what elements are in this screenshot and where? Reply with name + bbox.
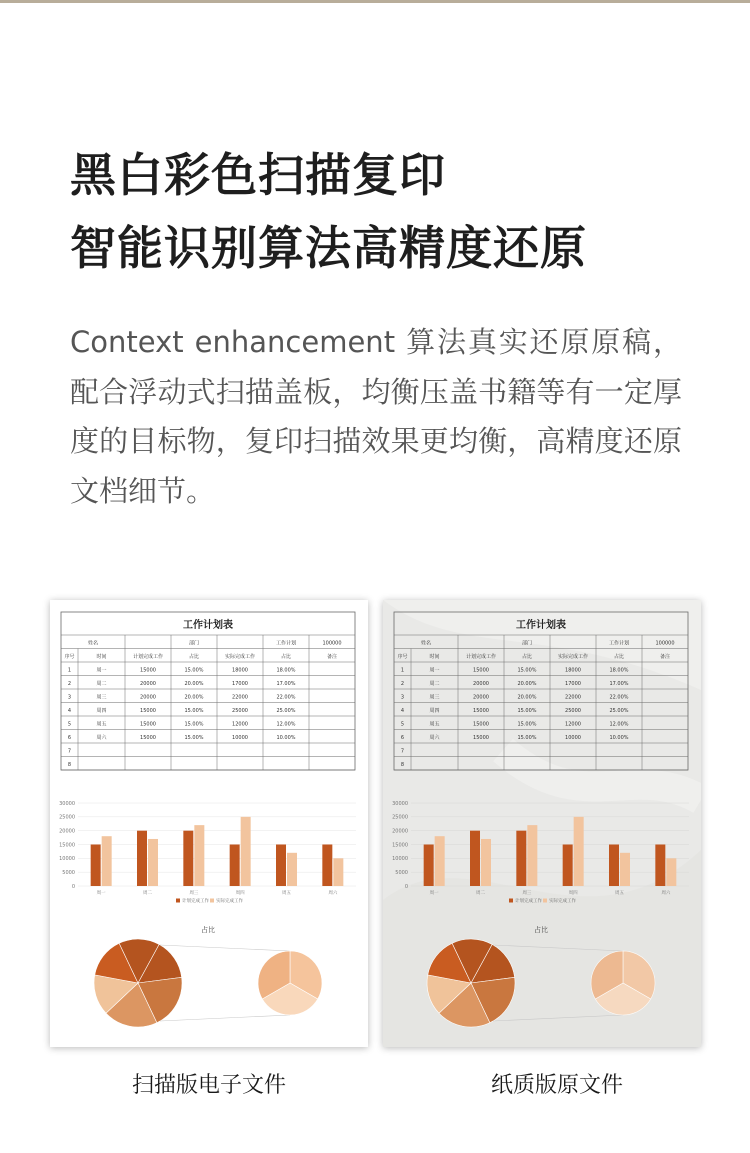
table-cell: 周二	[96, 681, 107, 687]
bar-planned	[424, 845, 434, 887]
pie-connector	[160, 1015, 290, 1021]
scan-sample	[50, 600, 368, 1047]
table-info-cell: 姓名	[87, 640, 99, 647]
table-cell: 10000	[565, 735, 581, 741]
table-cell: 10.00%	[276, 735, 296, 741]
chart-ytick-label: 20000	[392, 828, 408, 835]
bar-planned	[91, 845, 101, 887]
table-cell: 25.00%	[276, 708, 296, 714]
table-cell: 20.00%	[184, 694, 204, 701]
table-cell: 17.00%	[609, 681, 629, 687]
bar-planned	[655, 845, 665, 887]
chart-xtick-label: 周五	[282, 891, 291, 896]
table-cell: 15.00%	[517, 708, 537, 714]
table-cell: 4	[67, 708, 72, 714]
table-cell: 4	[400, 708, 405, 714]
table-cell: 1	[67, 667, 72, 674]
chart-xtick-label: 周五	[615, 891, 624, 896]
table-cell: 18.00%	[276, 667, 296, 674]
paper-sample-caption: 纸质版原文件	[490, 1073, 623, 1098]
bar-actual	[620, 853, 630, 886]
table-cell: 22.00%	[609, 694, 629, 701]
legend-swatch-actual	[210, 899, 214, 903]
table-cell: 22000	[232, 694, 248, 701]
chart-ytick-label: 20000	[59, 828, 75, 835]
table-cell: 周四	[96, 708, 107, 714]
bar-actual	[194, 825, 204, 886]
table-header-cell: 计划完成工作	[465, 654, 497, 660]
chart-xtick-label: 周六	[328, 891, 338, 896]
table-cell: 15.00%	[184, 735, 204, 741]
table-info-cell: 100000	[322, 640, 342, 647]
table-cell: 15.00%	[517, 667, 537, 674]
table-cell: 周六	[429, 735, 440, 741]
bar-actual	[435, 836, 445, 886]
bar-actual	[481, 839, 491, 886]
table-cell: 10.00%	[609, 735, 629, 741]
table-header-cell: 计划完成工作	[132, 654, 164, 660]
table-cell: 3	[67, 694, 72, 701]
table-title: 工作计划表	[516, 620, 566, 631]
bar-planned	[563, 845, 573, 887]
table-cell: 周五	[96, 721, 107, 728]
bar-actual	[102, 836, 112, 886]
table-cell: 周四	[429, 708, 440, 714]
legend-label-actual: 实际完成工作	[549, 899, 576, 904]
bar-actual	[574, 817, 584, 886]
table-header-cell: 实际完成工作	[224, 654, 256, 660]
legend-swatch-planned	[509, 899, 513, 903]
table-cell: 22.00%	[276, 694, 296, 701]
headline-line-2: 智能识别算法高精度还原	[70, 221, 587, 275]
chart-ytick-label: 0	[404, 883, 408, 890]
legend-label-planned: 计划完成工作	[182, 899, 209, 904]
table-header-cell: 占比	[521, 654, 533, 660]
table-cell: 20.00%	[517, 681, 537, 687]
table-info-cell: 100000	[655, 640, 675, 647]
legend-swatch-planned	[176, 899, 180, 903]
table-cell: 17.00%	[276, 681, 296, 687]
table-cell: 25000	[232, 708, 248, 714]
table-cell: 1	[400, 667, 405, 674]
bar-actual	[287, 853, 297, 886]
chart-xtick-label: 周二	[143, 891, 152, 896]
bar-planned	[609, 845, 619, 887]
table-cell: 17000	[565, 681, 581, 687]
table-cell: 6	[67, 735, 72, 741]
legend-swatch-actual	[543, 899, 547, 903]
legend-label-actual: 实际完成工作	[216, 899, 243, 904]
chart-ytick-label: 25000	[392, 814, 408, 821]
bar-actual	[527, 825, 537, 886]
bar-planned	[137, 831, 147, 886]
table-cell: 8	[400, 762, 405, 768]
chart-xtick-label: 周四	[235, 891, 245, 896]
table-cell: 15000	[473, 667, 489, 674]
table-cell: 18000	[565, 667, 581, 674]
table-info-cell: 部门	[188, 640, 200, 647]
chart-xtick-label: 周六	[661, 891, 671, 896]
table-cell: 5	[400, 721, 405, 728]
table-cell: 周五	[429, 721, 440, 728]
bar-actual	[333, 858, 343, 886]
chart-xtick-label: 周一	[429, 891, 439, 896]
table-cell: 18.00%	[609, 667, 629, 674]
chart-xtick-label: 周一	[96, 891, 106, 896]
table-cell: 20.00%	[517, 694, 537, 701]
table-cell: 25000	[565, 708, 581, 714]
scan-sample-caption: 扫描版电子文件	[131, 1073, 286, 1098]
table-cell: 15000	[473, 721, 489, 728]
bar-planned	[322, 845, 332, 887]
paper-texture	[503, 750, 701, 800]
table-header-cell: 占比	[188, 654, 200, 660]
table-title: 工作计划表	[183, 620, 233, 631]
table-cell: 7	[400, 748, 405, 755]
pie-title: 占比	[201, 926, 215, 934]
table-cell: 周六	[96, 735, 107, 741]
table-cell: 12000	[565, 721, 581, 728]
legend-label-planned: 计划完成工作	[515, 899, 542, 904]
chart-ytick-label: 10000	[59, 856, 75, 863]
table-cell: 8	[67, 762, 72, 768]
table-cell: 周一	[96, 667, 107, 674]
bar-actual	[148, 839, 158, 886]
table-cell: 周一	[429, 667, 440, 674]
description-text: Context enhancement 算法真实还原原稿，配合浮动式扫描盖板，均衡压盖书籍等有一定厚度的目标物，复印扫描效果更均衡，高精度还原文档细节。	[70, 325, 682, 508]
table-cell: 7	[67, 748, 72, 755]
bar-planned	[276, 845, 286, 887]
chart-ytick-label: 25000	[59, 814, 75, 821]
chart-xtick-label: 周四	[568, 891, 578, 896]
headline-line-1: 黑白彩色扫描复印	[70, 148, 446, 202]
top-rule	[0, 0, 750, 3]
bar-actual	[241, 817, 251, 886]
table-cell: 15000	[140, 735, 156, 741]
table-cell: 17000	[232, 681, 248, 687]
chart-xtick-label: 周三	[522, 891, 532, 896]
chart-ytick-label: 15000	[59, 842, 75, 849]
table-cell: 2	[67, 681, 72, 687]
table-cell: 18000	[232, 667, 248, 674]
chart-ytick-label: 30000	[59, 800, 75, 807]
bar-planned	[516, 831, 526, 886]
table-cell: 15.00%	[184, 667, 204, 674]
table-header-cell: 占比	[280, 654, 292, 660]
table-header-cell: 时间	[429, 654, 440, 660]
table-cell: 周二	[429, 681, 440, 687]
table-border	[61, 612, 355, 770]
table-cell: 5	[67, 721, 72, 728]
table-cell: 25.00%	[609, 708, 629, 714]
bar-actual	[666, 858, 676, 886]
table-header-cell: 备注	[659, 654, 671, 660]
table-cell: 15.00%	[184, 708, 204, 714]
table-header-cell: 实际完成工作	[557, 654, 589, 660]
table-info-cell: 姓名	[420, 640, 432, 647]
table-cell: 12.00%	[609, 721, 629, 728]
table-cell: 15000	[473, 735, 489, 741]
chart-ytick-label: 5000	[395, 869, 408, 876]
paper-sample	[383, 600, 701, 1047]
table-cell: 15000	[140, 667, 156, 674]
table-cell: 12.00%	[276, 721, 296, 728]
table-cell: 15.00%	[517, 735, 537, 741]
table-cell: 15.00%	[184, 721, 204, 728]
scan-sample-document	[50, 600, 368, 1047]
table-header-cell: 占比	[613, 654, 625, 660]
table-cell: 10000	[232, 735, 248, 741]
table-cell: 20000	[140, 694, 156, 701]
chart-ytick-label: 5000	[62, 869, 75, 876]
table-cell: 20000	[140, 681, 156, 687]
bar-planned	[183, 831, 193, 886]
table-cell: 12000	[232, 721, 248, 728]
chart-ytick-label: 15000	[392, 842, 408, 849]
pie-title: 占比	[534, 926, 548, 934]
table-header-cell: 序号	[64, 654, 75, 660]
table-info-cell: 部门	[521, 640, 533, 647]
paper-sample-document	[383, 600, 701, 1047]
bar-planned	[470, 831, 480, 886]
table-cell: 20000	[473, 681, 489, 687]
table-cell: 周三	[429, 694, 440, 701]
table-cell: 周三	[96, 694, 107, 701]
table-cell: 6	[400, 735, 405, 741]
table-header-cell: 序号	[397, 654, 408, 660]
table-info-cell: 工作计划	[608, 640, 630, 647]
chart-xtick-label: 周三	[189, 891, 199, 896]
table-cell: 20.00%	[184, 681, 204, 687]
table-cell: 2	[400, 681, 405, 687]
chart-ytick-label: 10000	[392, 856, 408, 863]
table-info-cell: 工作计划	[275, 640, 297, 647]
table-cell: 20000	[473, 694, 489, 701]
table-header-cell: 备注	[326, 654, 338, 660]
chart-xtick-label: 周二	[476, 891, 485, 896]
bar-planned	[230, 845, 240, 887]
table-cell: 15.00%	[517, 721, 537, 728]
table-cell: 15000	[140, 708, 156, 714]
chart-ytick-label: 30000	[392, 800, 408, 807]
table-cell: 22000	[565, 694, 581, 701]
table-cell: 15000	[140, 721, 156, 728]
pie-connector	[160, 945, 290, 951]
table-cell: 15000	[473, 708, 489, 714]
table-header-cell: 时间	[96, 654, 107, 660]
table-cell: 3	[400, 694, 405, 701]
chart-ytick-label: 0	[71, 883, 75, 890]
